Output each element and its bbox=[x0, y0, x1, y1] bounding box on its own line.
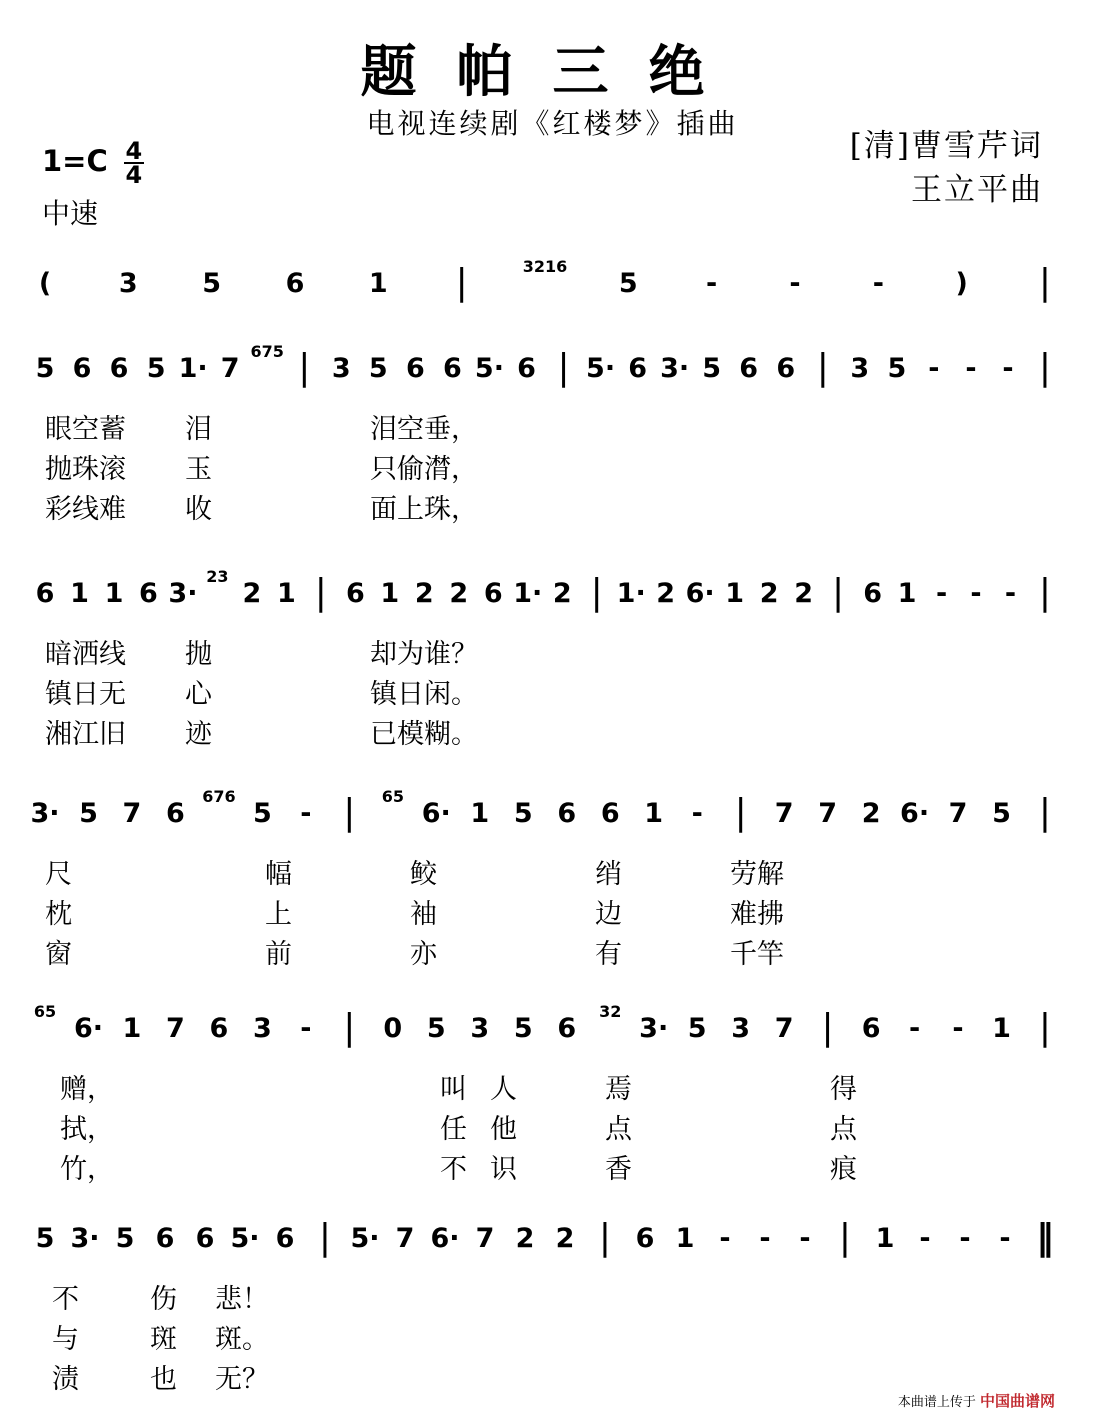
note: 1 bbox=[470, 798, 490, 829]
lyric-syllable: 拭， bbox=[60, 1114, 114, 1145]
note: 6 bbox=[739, 353, 759, 384]
note: 6· bbox=[685, 578, 715, 609]
note: - bbox=[789, 268, 801, 299]
lyric-syllable: 窗 bbox=[45, 939, 72, 970]
note: ) bbox=[955, 268, 968, 299]
lyric-syllable: 与 bbox=[52, 1324, 79, 1355]
barline: | bbox=[343, 1007, 356, 1048]
note: 5 bbox=[79, 798, 98, 829]
lyric-syllable: 人 bbox=[490, 1074, 517, 1105]
lyric-syllable: 任 bbox=[440, 1114, 467, 1145]
note: 5 bbox=[687, 1013, 707, 1044]
note: 1 bbox=[644, 798, 664, 829]
note: - bbox=[872, 268, 884, 299]
note: 6 bbox=[635, 1223, 655, 1254]
note: 5 bbox=[513, 798, 533, 829]
note: 1 bbox=[675, 1223, 695, 1254]
note: 6 bbox=[195, 1223, 215, 1254]
lyric-syllable: 玉 bbox=[185, 454, 212, 485]
lyric-syllable: 抛珠滚 bbox=[45, 454, 126, 485]
lyric-syllable: 赠， bbox=[60, 1074, 114, 1105]
note: 6· bbox=[421, 798, 451, 829]
note: 1 bbox=[276, 578, 296, 609]
lyric-syllable: 悲！ bbox=[215, 1284, 269, 1315]
note: 3· bbox=[30, 798, 60, 829]
grace-note: 65 bbox=[381, 787, 404, 806]
lyric-syllable: 香 bbox=[605, 1154, 632, 1185]
lyric-syllable: 前 bbox=[265, 939, 292, 970]
lyric-syllable: 彩线难 bbox=[45, 494, 126, 525]
lyric-syllable: 不 bbox=[52, 1284, 79, 1315]
lyric-syllable: 收 bbox=[185, 494, 212, 525]
lyric-syllable: 绡 bbox=[595, 859, 622, 890]
note: 6 bbox=[109, 353, 129, 384]
lyric-syllable: 点 bbox=[830, 1114, 857, 1145]
lyric-syllable: 有 bbox=[595, 939, 622, 970]
grace-note: 23 bbox=[206, 567, 229, 586]
lyric-syllable: 渍 bbox=[52, 1364, 79, 1395]
lyric-syllable: 幅 bbox=[265, 859, 292, 890]
lyric-syllable: 痕 bbox=[830, 1154, 857, 1185]
note: 5 bbox=[992, 798, 1011, 829]
note: - bbox=[1004, 578, 1017, 609]
note: 2 bbox=[794, 578, 814, 609]
lyric-syllable: 他 bbox=[490, 1114, 517, 1145]
barline: | bbox=[1038, 572, 1052, 613]
lyric-syllable: 得 bbox=[830, 1074, 857, 1105]
note: ( bbox=[38, 268, 52, 299]
time-signature-bottom: 4 bbox=[125, 161, 143, 189]
note: 6 bbox=[35, 578, 55, 609]
note: 2 bbox=[414, 578, 434, 609]
lyric-syllable: 心 bbox=[185, 679, 212, 710]
note: 2 bbox=[759, 578, 779, 609]
key-signature bbox=[42, 137, 144, 189]
note: 6 bbox=[285, 268, 305, 299]
barline: | bbox=[832, 572, 845, 613]
staff-row bbox=[0, 335, 1105, 435]
note: 1 bbox=[897, 578, 917, 609]
note: 6 bbox=[863, 578, 882, 609]
note: - bbox=[691, 798, 703, 829]
note: 6 bbox=[628, 353, 647, 384]
staff-notes bbox=[0, 780, 1105, 850]
note: 2 bbox=[656, 578, 676, 609]
note: 6 bbox=[557, 798, 577, 829]
lyric-syllable: 无？ bbox=[215, 1364, 269, 1395]
note: - bbox=[759, 1223, 771, 1254]
lyric-syllable: 泪空垂， bbox=[370, 414, 478, 445]
lyric-syllable: 鲛 bbox=[410, 859, 437, 890]
barline: | bbox=[838, 1217, 852, 1258]
note: 6 bbox=[345, 578, 365, 609]
barline: | bbox=[557, 347, 570, 388]
source-stamp-brand: 中国曲谱网 bbox=[979, 1392, 1055, 1410]
note: 5 bbox=[426, 1013, 446, 1044]
barline: | bbox=[590, 572, 603, 613]
lyric-syllable: 已模糊。 bbox=[370, 719, 478, 750]
barline: | bbox=[1038, 262, 1052, 303]
note: 7 bbox=[774, 798, 794, 829]
note: 3 bbox=[252, 1013, 272, 1044]
lyric-syllable: 难拂 bbox=[730, 899, 784, 930]
note: - bbox=[706, 268, 718, 299]
note: 6· bbox=[73, 1013, 104, 1044]
grace-note: 32 bbox=[599, 1002, 622, 1021]
note: 3· bbox=[168, 578, 198, 609]
note: 6 bbox=[517, 353, 536, 384]
note: 5 bbox=[35, 353, 55, 384]
note: 3· bbox=[639, 1013, 669, 1044]
note: 1 bbox=[725, 578, 745, 609]
time-signature-top: 4 bbox=[125, 137, 143, 165]
note: 1· bbox=[616, 578, 646, 609]
lyric-syllable: 只偷潸， bbox=[370, 454, 478, 485]
note: 2 bbox=[449, 578, 469, 609]
note: 6 bbox=[600, 798, 620, 829]
staff-row bbox=[0, 780, 1105, 880]
note: 1· bbox=[178, 353, 208, 384]
note: 5 bbox=[618, 268, 638, 299]
barline: | bbox=[455, 262, 468, 303]
note: 5· bbox=[230, 1223, 260, 1254]
lyric-syllable: 抛 bbox=[185, 639, 212, 670]
note: 3 bbox=[731, 1013, 751, 1044]
lyric-syllable: 湘江旧 bbox=[45, 719, 126, 750]
note: 1 bbox=[368, 268, 388, 299]
note: 7 bbox=[774, 1013, 794, 1044]
note: - bbox=[935, 578, 948, 609]
source-stamp-text: 本曲谱上传于 bbox=[897, 1395, 976, 1410]
note: 6 bbox=[557, 1013, 577, 1044]
note: 3· bbox=[660, 353, 690, 384]
note: 5 bbox=[35, 1223, 55, 1254]
note: 2 bbox=[555, 1223, 575, 1254]
note: 1· bbox=[513, 578, 543, 609]
barline: | bbox=[821, 1007, 834, 1048]
note: 7 bbox=[122, 798, 142, 829]
note: 5 bbox=[202, 268, 222, 299]
barline: | bbox=[598, 1217, 612, 1258]
note: - bbox=[959, 1223, 971, 1254]
lyric-syllable: 泪 bbox=[185, 414, 212, 445]
staff-notes bbox=[0, 995, 1105, 1065]
note: 2 bbox=[552, 578, 572, 609]
grace-note: 675 bbox=[250, 342, 284, 361]
barline: | bbox=[816, 347, 829, 388]
note: - bbox=[919, 1223, 931, 1254]
lyricist-credit: [清]曹雪芹词 bbox=[849, 128, 1043, 164]
lyric-syllable: 枕 bbox=[45, 899, 72, 930]
barline: | bbox=[734, 792, 747, 833]
note: 7 bbox=[818, 798, 838, 829]
lyric-syllable: 袖 bbox=[410, 899, 437, 930]
note: - bbox=[970, 578, 982, 609]
lyric-syllable: 斑 bbox=[150, 1324, 177, 1355]
staff-row bbox=[0, 560, 1105, 660]
note: 6 bbox=[72, 353, 92, 384]
note: 6 bbox=[776, 353, 796, 384]
note: 3 bbox=[331, 353, 351, 384]
note: 7 bbox=[948, 798, 968, 829]
lyric-syllable: 面上珠， bbox=[370, 494, 478, 525]
note: 3 bbox=[850, 353, 870, 384]
note: - bbox=[300, 1013, 312, 1044]
note: 3· bbox=[70, 1223, 100, 1254]
note: 7 bbox=[166, 1013, 185, 1044]
barline: | bbox=[314, 572, 327, 613]
note: 5 bbox=[115, 1223, 135, 1254]
note: 6 bbox=[166, 798, 185, 829]
lyric-syllable: 不 bbox=[440, 1154, 467, 1185]
note: 5 bbox=[887, 353, 907, 384]
lyric-syllable: 镇日无 bbox=[45, 679, 126, 710]
staff-notes bbox=[0, 335, 1105, 405]
lyric-syllable: 却为谁？ bbox=[370, 639, 478, 670]
note: 1 bbox=[70, 578, 89, 609]
staff-row bbox=[0, 995, 1105, 1095]
note: 6 bbox=[275, 1223, 295, 1254]
note: 7 bbox=[475, 1223, 495, 1254]
note: 6 bbox=[209, 1013, 229, 1044]
lyric-syllable: 竹， bbox=[60, 1154, 114, 1185]
lyric-syllable: 暗洒线 bbox=[45, 639, 126, 670]
lyric-syllable: 叫 bbox=[440, 1074, 467, 1105]
note: - bbox=[300, 798, 312, 829]
note: 1 bbox=[122, 1013, 142, 1044]
lyric-syllable: 识 bbox=[490, 1154, 517, 1185]
lyric-syllable: 迹 bbox=[185, 719, 212, 750]
lyric-syllable: 眼空蓄 bbox=[45, 414, 126, 445]
note: 6 bbox=[155, 1223, 175, 1254]
staff-notes bbox=[0, 1205, 1105, 1275]
note: 6 bbox=[139, 578, 158, 609]
lyric-syllable: 千竿 bbox=[730, 939, 784, 970]
grace-note: 3216 bbox=[522, 257, 568, 276]
barline: | bbox=[318, 1217, 332, 1258]
note: 6 bbox=[405, 353, 425, 384]
note: - bbox=[965, 353, 977, 384]
note: - bbox=[719, 1223, 731, 1254]
staff-notes bbox=[0, 560, 1105, 630]
note: 6 bbox=[483, 578, 503, 609]
note: - bbox=[928, 353, 940, 384]
note: 5· bbox=[474, 353, 504, 384]
note: 6· bbox=[900, 798, 930, 829]
note: 6· bbox=[430, 1223, 460, 1254]
note: 5· bbox=[586, 353, 616, 384]
note: 5· bbox=[350, 1223, 380, 1254]
note: 0 bbox=[383, 1013, 403, 1044]
note: 1 bbox=[875, 1223, 895, 1254]
grace-note: 676 bbox=[202, 787, 236, 806]
note: 1 bbox=[992, 1013, 1011, 1044]
note: 2 bbox=[515, 1223, 535, 1254]
note: - bbox=[999, 1223, 1011, 1254]
lyric-syllable: 上 bbox=[265, 899, 292, 930]
note: 5 bbox=[702, 353, 722, 384]
note: 3 bbox=[118, 268, 138, 299]
note: 5 bbox=[368, 353, 388, 384]
page-title: 题帕三绝 bbox=[360, 39, 745, 105]
note: 5 bbox=[146, 353, 166, 384]
composer-credit: 王立平曲 bbox=[911, 172, 1043, 208]
time-signature bbox=[124, 137, 144, 189]
note: 2 bbox=[242, 578, 262, 609]
barline: | bbox=[298, 347, 311, 388]
lyric-syllable: 焉 bbox=[605, 1074, 632, 1105]
barline: | bbox=[343, 792, 356, 833]
note: 7 bbox=[220, 353, 240, 384]
note: 1 bbox=[380, 578, 400, 609]
lyric-syllable: 边 bbox=[595, 899, 622, 930]
lyric-syllable: 斑。 bbox=[215, 1324, 269, 1355]
note: 5 bbox=[252, 798, 272, 829]
note: 3 bbox=[470, 1013, 490, 1044]
tempo-marking: 中速 bbox=[42, 197, 99, 230]
barline: | bbox=[1038, 792, 1052, 833]
lyric-syllable: 点 bbox=[605, 1114, 632, 1145]
barline: ‖ bbox=[1036, 1217, 1054, 1258]
note: - bbox=[908, 1013, 921, 1044]
staff-notes bbox=[0, 250, 1105, 320]
lyric-syllable: 也 bbox=[150, 1364, 177, 1395]
note: 6 bbox=[443, 353, 462, 384]
barline: | bbox=[1038, 1007, 1052, 1048]
lyric-syllable: 劳解 bbox=[730, 859, 784, 890]
lyric-syllable: 尺 bbox=[45, 859, 72, 890]
note: - bbox=[1002, 353, 1014, 384]
note: 5 bbox=[513, 1013, 533, 1044]
lyric-syllable: 伤 bbox=[150, 1284, 177, 1315]
key-label: 1=C bbox=[42, 144, 108, 178]
note: - bbox=[952, 1013, 964, 1044]
subtitle: 电视连续剧《红楼梦》插曲 bbox=[366, 107, 739, 140]
note: - bbox=[799, 1223, 811, 1254]
grace-note: 65 bbox=[33, 1002, 57, 1021]
note: 6 bbox=[861, 1013, 881, 1044]
note: 1 bbox=[104, 578, 124, 609]
note: 2 bbox=[861, 798, 881, 829]
lyric-syllable: 亦 bbox=[410, 939, 437, 970]
lyric-syllable: 镇日闲。 bbox=[370, 679, 478, 710]
barline: | bbox=[1038, 347, 1052, 388]
source-stamp bbox=[898, 1390, 1055, 1411]
note: 7 bbox=[395, 1223, 415, 1254]
